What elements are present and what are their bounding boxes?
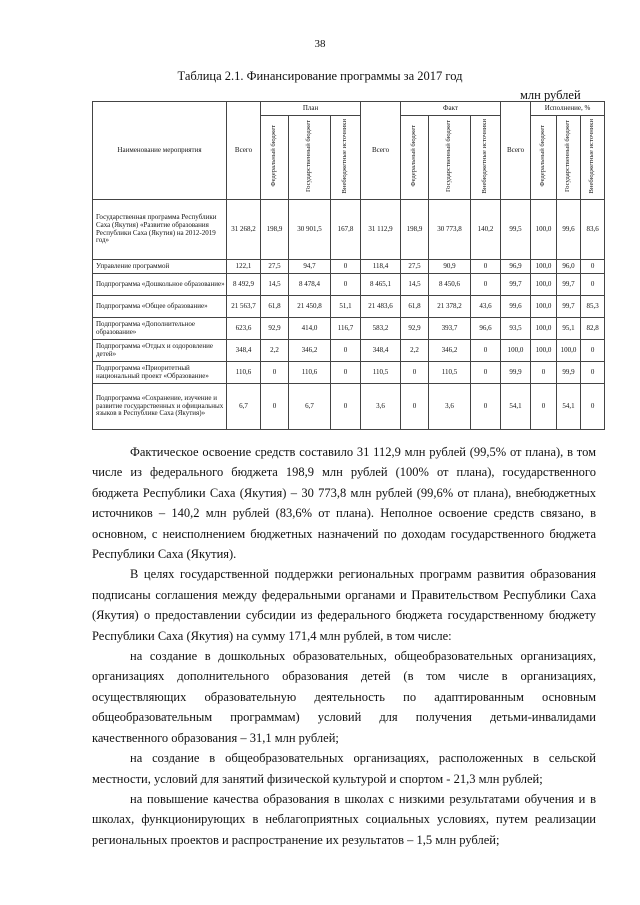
row-name: Подпрограмма «Дополнительное образование» — [93, 318, 227, 340]
row-value: 82,8 — [581, 318, 605, 340]
row-value: 100,0 — [531, 340, 557, 362]
row-value: 95,1 — [557, 318, 581, 340]
row-value: 21 483,6 — [361, 296, 401, 318]
row-value: 0 — [331, 274, 361, 296]
row-value: 99,7 — [557, 296, 581, 318]
header-fact-state: Государственный бюджет — [429, 116, 471, 200]
header-exec-extra: Внебюджетные источники — [581, 116, 605, 200]
row-value: 0 — [471, 384, 501, 430]
row-value: 348,4 — [361, 340, 401, 362]
row-value: 3,6 — [429, 384, 471, 430]
header-plan-extra: Внебюджетные источники — [331, 116, 361, 200]
row-value: 27,5 — [261, 260, 289, 274]
table-row — [93, 200, 605, 260]
table-row — [93, 340, 605, 362]
row-value: 100,0 — [557, 340, 581, 362]
table-row — [93, 384, 605, 430]
row-value: 14,5 — [261, 274, 289, 296]
row-value: 99,6 — [557, 200, 581, 260]
row-value: 21 450,8 — [289, 296, 331, 318]
row-value: 0 — [471, 274, 501, 296]
row-value: 140,2 — [471, 200, 501, 260]
row-value: 99,9 — [557, 362, 581, 384]
row-value: 30 901,5 — [289, 200, 331, 260]
row-value: 85,3 — [581, 296, 605, 318]
header-fact: Факт — [401, 102, 501, 116]
row-value: 100,0 — [531, 260, 557, 274]
row-value: 348,4 — [227, 340, 261, 362]
row-value: 623,6 — [227, 318, 261, 340]
paragraph: на создание в дошкольных образовательных, общеобразовательных организациях, организациях дополнительного образования детей (в том числе в организациях, осуществляющих образовательную деятельность по адаптированным основным общеобразовательным программам) условий для получения детьми-инвалидами качественного образования – 31,1 млн рублей; — [92, 649, 596, 745]
row-name: Подпрограмма «Дошкольное образование» — [93, 274, 227, 296]
row-value: 8 478,4 — [289, 274, 331, 296]
paragraph: Фактическое освоение средств составило 31 112,9 млн рублей (99,5% от плана), в том числе из федерального бюджета 198,9 млн рублей (100% от плана), государственного бюджета Республики Саха (Якутия) – 30 773,8 млн рублей (99,6% от плана), внебюджетных источников – 140,2 млн рублей (83,6% от плана). Неполное освоение средств связано, в основном, с неисполнением бюджетных назначений по доходам государственного бюджета Республики Саха (Якутия). — [92, 445, 596, 562]
row-value: 0 — [331, 340, 361, 362]
paragraph: В целях государственной поддержки региональных программ развития образования подписаны соглашения между федеральными органами и Правительством Республики Саха (Якутия) о предоставлении субсидии из федерального бюджета государственному бюджету Республики Саха (Якутия) на сумму 171,4 млн рублей, в том числе: — [92, 567, 596, 643]
header-execution: Исполнение, % — [531, 102, 605, 116]
row-value: 54,1 — [501, 384, 531, 430]
row-value: 0 — [261, 384, 289, 430]
row-value: 8 492,9 — [227, 274, 261, 296]
header-exec-total: Всего — [501, 102, 531, 200]
row-value: 0 — [331, 260, 361, 274]
row-name: Подпрограмма «Отдых и оздоровление детей» — [93, 340, 227, 362]
table-row — [93, 274, 605, 296]
table-row — [93, 260, 605, 274]
row-value: 92,9 — [401, 318, 429, 340]
row-value: 54,1 — [557, 384, 581, 430]
row-value: 0 — [401, 362, 429, 384]
row-value: 0 — [581, 274, 605, 296]
row-value: 96,6 — [471, 318, 501, 340]
row-value: 122,1 — [227, 260, 261, 274]
row-value: 94,7 — [289, 260, 331, 274]
row-value: 0 — [581, 362, 605, 384]
row-value: 198,9 — [261, 200, 289, 260]
body-text — [92, 442, 596, 850]
row-value: 110,5 — [361, 362, 401, 384]
row-value: 0 — [581, 384, 605, 430]
header-exec-federal: Федеральный бюджет — [531, 116, 557, 200]
unit-label: млн рублей — [520, 88, 581, 102]
row-name: Подпрограмма «Сохранение, изучение и развитие государственных и официальных языков в Республике Саха (Якутия)» — [93, 384, 227, 430]
row-value: 2,2 — [261, 340, 289, 362]
row-value: 61,8 — [261, 296, 289, 318]
row-value: 0 — [261, 362, 289, 384]
row-value: 0 — [401, 384, 429, 430]
row-value: 99,7 — [557, 274, 581, 296]
row-value: 83,6 — [581, 200, 605, 260]
row-name: Управление программой — [93, 260, 227, 274]
financing-table — [92, 101, 605, 430]
table-row — [93, 296, 605, 318]
row-value: 116,7 — [331, 318, 361, 340]
row-value: 346,2 — [429, 340, 471, 362]
row-value: 2,2 — [401, 340, 429, 362]
row-name: Подпрограмма «Приоритетный национальный проект «Образование» — [93, 362, 227, 384]
row-value: 393,7 — [429, 318, 471, 340]
row-value: 167,8 — [331, 200, 361, 260]
row-value: 110,5 — [429, 362, 471, 384]
row-value: 96,9 — [501, 260, 531, 274]
table-row — [93, 362, 605, 384]
row-value: 110,6 — [289, 362, 331, 384]
row-name: Подпрограмма «Общее образование» — [93, 296, 227, 318]
row-value: 31 112,9 — [361, 200, 401, 260]
row-value: 90,9 — [429, 260, 471, 274]
row-value: 6,7 — [227, 384, 261, 430]
row-value: 100,0 — [531, 200, 557, 260]
paragraph: на повышение качества образования в школах с низкими результатами обучения и в школах, функционирующих в неблагоприятных социальных условиях, путем реализации региональных проектов и распространение их результатов – 1,5 млн рублей; — [92, 791, 596, 847]
row-value: 21 378,2 — [429, 296, 471, 318]
table-row — [93, 318, 605, 340]
row-value: 100,0 — [531, 296, 557, 318]
row-value: 100,0 — [531, 318, 557, 340]
row-value: 414,0 — [289, 318, 331, 340]
row-value: 583,2 — [361, 318, 401, 340]
row-value: 118,4 — [361, 260, 401, 274]
row-value: 92,9 — [261, 318, 289, 340]
header-plan-state: Государственный бюджет — [289, 116, 331, 200]
header-plan: План — [261, 102, 361, 116]
row-value: 61,8 — [401, 296, 429, 318]
row-value: 198,9 — [401, 200, 429, 260]
row-value: 0 — [331, 362, 361, 384]
row-value: 0 — [331, 384, 361, 430]
row-value: 0 — [581, 340, 605, 362]
row-value: 30 773,8 — [429, 200, 471, 260]
header-fact-extra: Внебюджетные источники — [471, 116, 501, 200]
paragraph: на создание в общеобразовательных организациях, расположенных в сельской местности, условий для занятий физической культурой и спортом - 21,3 млн рублей; — [92, 751, 596, 786]
row-value: 99,6 — [501, 296, 531, 318]
row-value: 96,0 — [557, 260, 581, 274]
row-value: 100,0 — [501, 340, 531, 362]
row-value: 31 268,2 — [227, 200, 261, 260]
row-value: 51,1 — [331, 296, 361, 318]
row-value: 43,6 — [471, 296, 501, 318]
row-value: 27,5 — [401, 260, 429, 274]
table-caption: Таблица 2.1. Финансирование программы за 2017 год — [177, 69, 463, 83]
row-value: 0 — [581, 260, 605, 274]
row-value: 3,6 — [361, 384, 401, 430]
row-value: 21 563,7 — [227, 296, 261, 318]
row-value: 346,2 — [289, 340, 331, 362]
row-name: Государственная программа Республики Саха (Якутия) «Развитие образования Республики Саха (Якутия) на 2012-2019 год» — [93, 200, 227, 260]
row-value: 0 — [471, 340, 501, 362]
row-value: 93,5 — [501, 318, 531, 340]
row-value: 99,9 — [501, 362, 531, 384]
row-value: 0 — [471, 362, 501, 384]
row-value: 0 — [471, 260, 501, 274]
header-exec-state: Государственный бюджет — [557, 116, 581, 200]
header-plan-total: Всего — [227, 102, 261, 200]
row-value: 0 — [531, 362, 557, 384]
row-value: 99,5 — [501, 200, 531, 260]
header-fact-total: Всего — [361, 102, 401, 200]
row-value: 14,5 — [401, 274, 429, 296]
row-value: 99,7 — [501, 274, 531, 296]
row-value: 8 465,1 — [361, 274, 401, 296]
header-fact-federal: Федеральный бюджет — [401, 116, 429, 200]
row-value: 110,6 — [227, 362, 261, 384]
row-value: 0 — [531, 384, 557, 430]
header-name: Наименование мероприятия — [93, 102, 227, 200]
header-plan-federal: Федеральный бюджет — [261, 116, 289, 200]
page-number: 38 — [314, 38, 326, 50]
row-value: 8 450,6 — [429, 274, 471, 296]
row-value: 6,7 — [289, 384, 331, 430]
row-value: 100,0 — [531, 274, 557, 296]
